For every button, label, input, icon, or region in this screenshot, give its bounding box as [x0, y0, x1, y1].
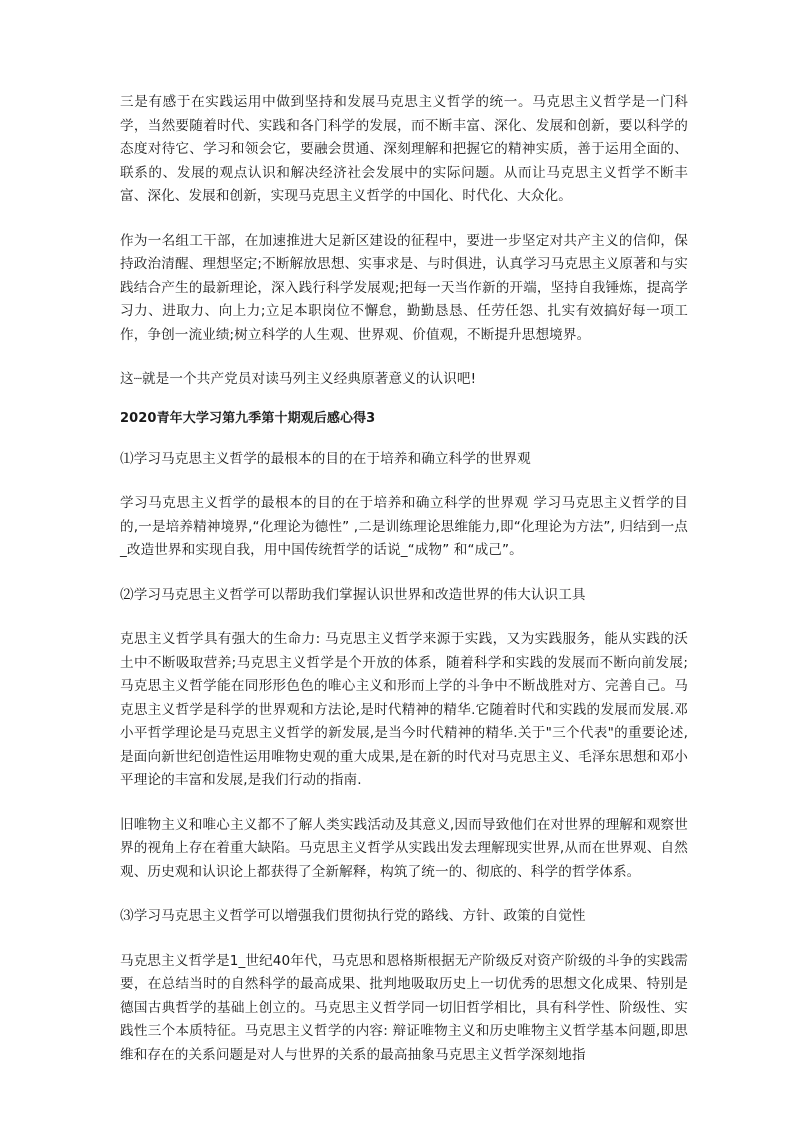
- paragraph-4: 学习马克思主义哲学的最根本的目的在于培养和确立科学的世界观 学习马克思主义哲学的目的,一是培养精神境界,“化理论为德性” ,二是训练理论思维能力,即“化理论为方法”, 归结到一点_改造世界和实现自我，用中国传统哲学的话说_“成物” 和“成己”。: [120, 495, 688, 558]
- subheading-2: ⑵学习马克思主义哲学可以帮助我们掌握认识世界和改造世界的伟大认识工具: [120, 586, 586, 603]
- paragraph-6: 旧唯物主义和唯心主义都不了解人类实践活动及其意义,因而导致他们在对世界的理解和观察世界的视角上存在着重大缺陷。马克思主义哲学从实践出发去理解现实世界,从而在世界观、自然观、历史观和认识论上都获得了全新解释，构筑了统一的、彻底的、科学的哲学体系。: [120, 816, 688, 880]
- paragraph-2: 作为一名组工干部，在加速推进大足新区建设的征程中，要进一步坚定对共产主义的信仰，保持政治清醒、理想坚定;不断解放思想、实事求是、与时俱进，认真学习马克思主义原著和与实践结合产生的最新理论，深入践行科学发展观;把每一天当作新的开端，坚持自我锤炼，提高学习力、进取力、向上力;立足本职岗位不懈怠，勤勤恳恳、任劳任怨、扎实有效搞好每一项工作，争创一流业绩;树立科学的人生观、世界观、价值观，不断提升思想境界。: [120, 232, 688, 343]
- document-body: [120, 91, 688, 1088]
- subheading-1: ⑴学习马克思主义哲学的最根本的目的在于培养和确立科学的世界观: [120, 450, 531, 467]
- paragraph-3: 这┈就是一个共产党员对读马列主义经典原著意义的认识吧!: [120, 371, 477, 387]
- paragraph-7: 马克思主义哲学是1_世纪40年代，马克思和恩格斯根据无产阶级反对资产阶级的斗争的实践需要，在总结当时的自然科学的最高成果、批判地吸取历史上一切优秀的思想文化成果、特别是德国古典哲学的基础上创立的。马克思主义哲学同一切旧哲学相比，具有科学性、阶级性、实践性三个本质特征。马克思主义哲学的内容: 辩证唯物主义和历史唯物主义哲学基本问题,即思维和存在的关系问题是对人与世界的关系的最高抽象马克思主义哲学深刻地指: [120, 952, 688, 1063]
- paragraph-5: 克思主义哲学具有强大的生命力: 马克思主义哲学来源于实践，又为实践服务，能从实践的沃土中不断吸取营养;马克思主义哲学是个开放的体系，随着科学和实践的发展而不断向前发展;马克思主义哲学能在同形形色色的唯心主义和形而上学的斗争中不断战胜对方、完善自己。马克思主义哲学是科学的世界观和方法论,是时代精神的精华.它随着时代和实践的发展而发展.邓小平哲学理论是马克思主义哲学的新发展,是当今时代精神的精华.关于"三个代表"的重要论述,是面向新世纪创造性运用唯物史观的重大成果,是在新的时代对马克思主义、毛泽东思想和邓小平理论的丰富和发展,是我们行动的指南.: [120, 631, 688, 788]
- subheading-3: ⑶学习马克思主义哲学可以增强我们贯彻执行党的路线、方针、政策的自觉性: [120, 908, 586, 924]
- paragraph-1: 三是有感于在实践运用中做到坚持和发展马克思主义哲学的统一。马克思主义哲学是一门科学，当然要随着时代、实践和各门科学的发展，而不断丰富、深化、发展和创新，要以科学的态度对待它、学习和领会它，要融会贯通、深刻理解和把握它的精神实质，善于运用全面的、联系的、发展的观点认识和解决经济社会发展中的实际问题。从而让马克思主义哲学不断丰富、深化、发展和创新，实现马克思主义哲学的中国化、时代化、大众化。: [120, 94, 688, 204]
- section-heading: 2020青年大学习第九季第十期观后感心得3: [120, 410, 376, 426]
